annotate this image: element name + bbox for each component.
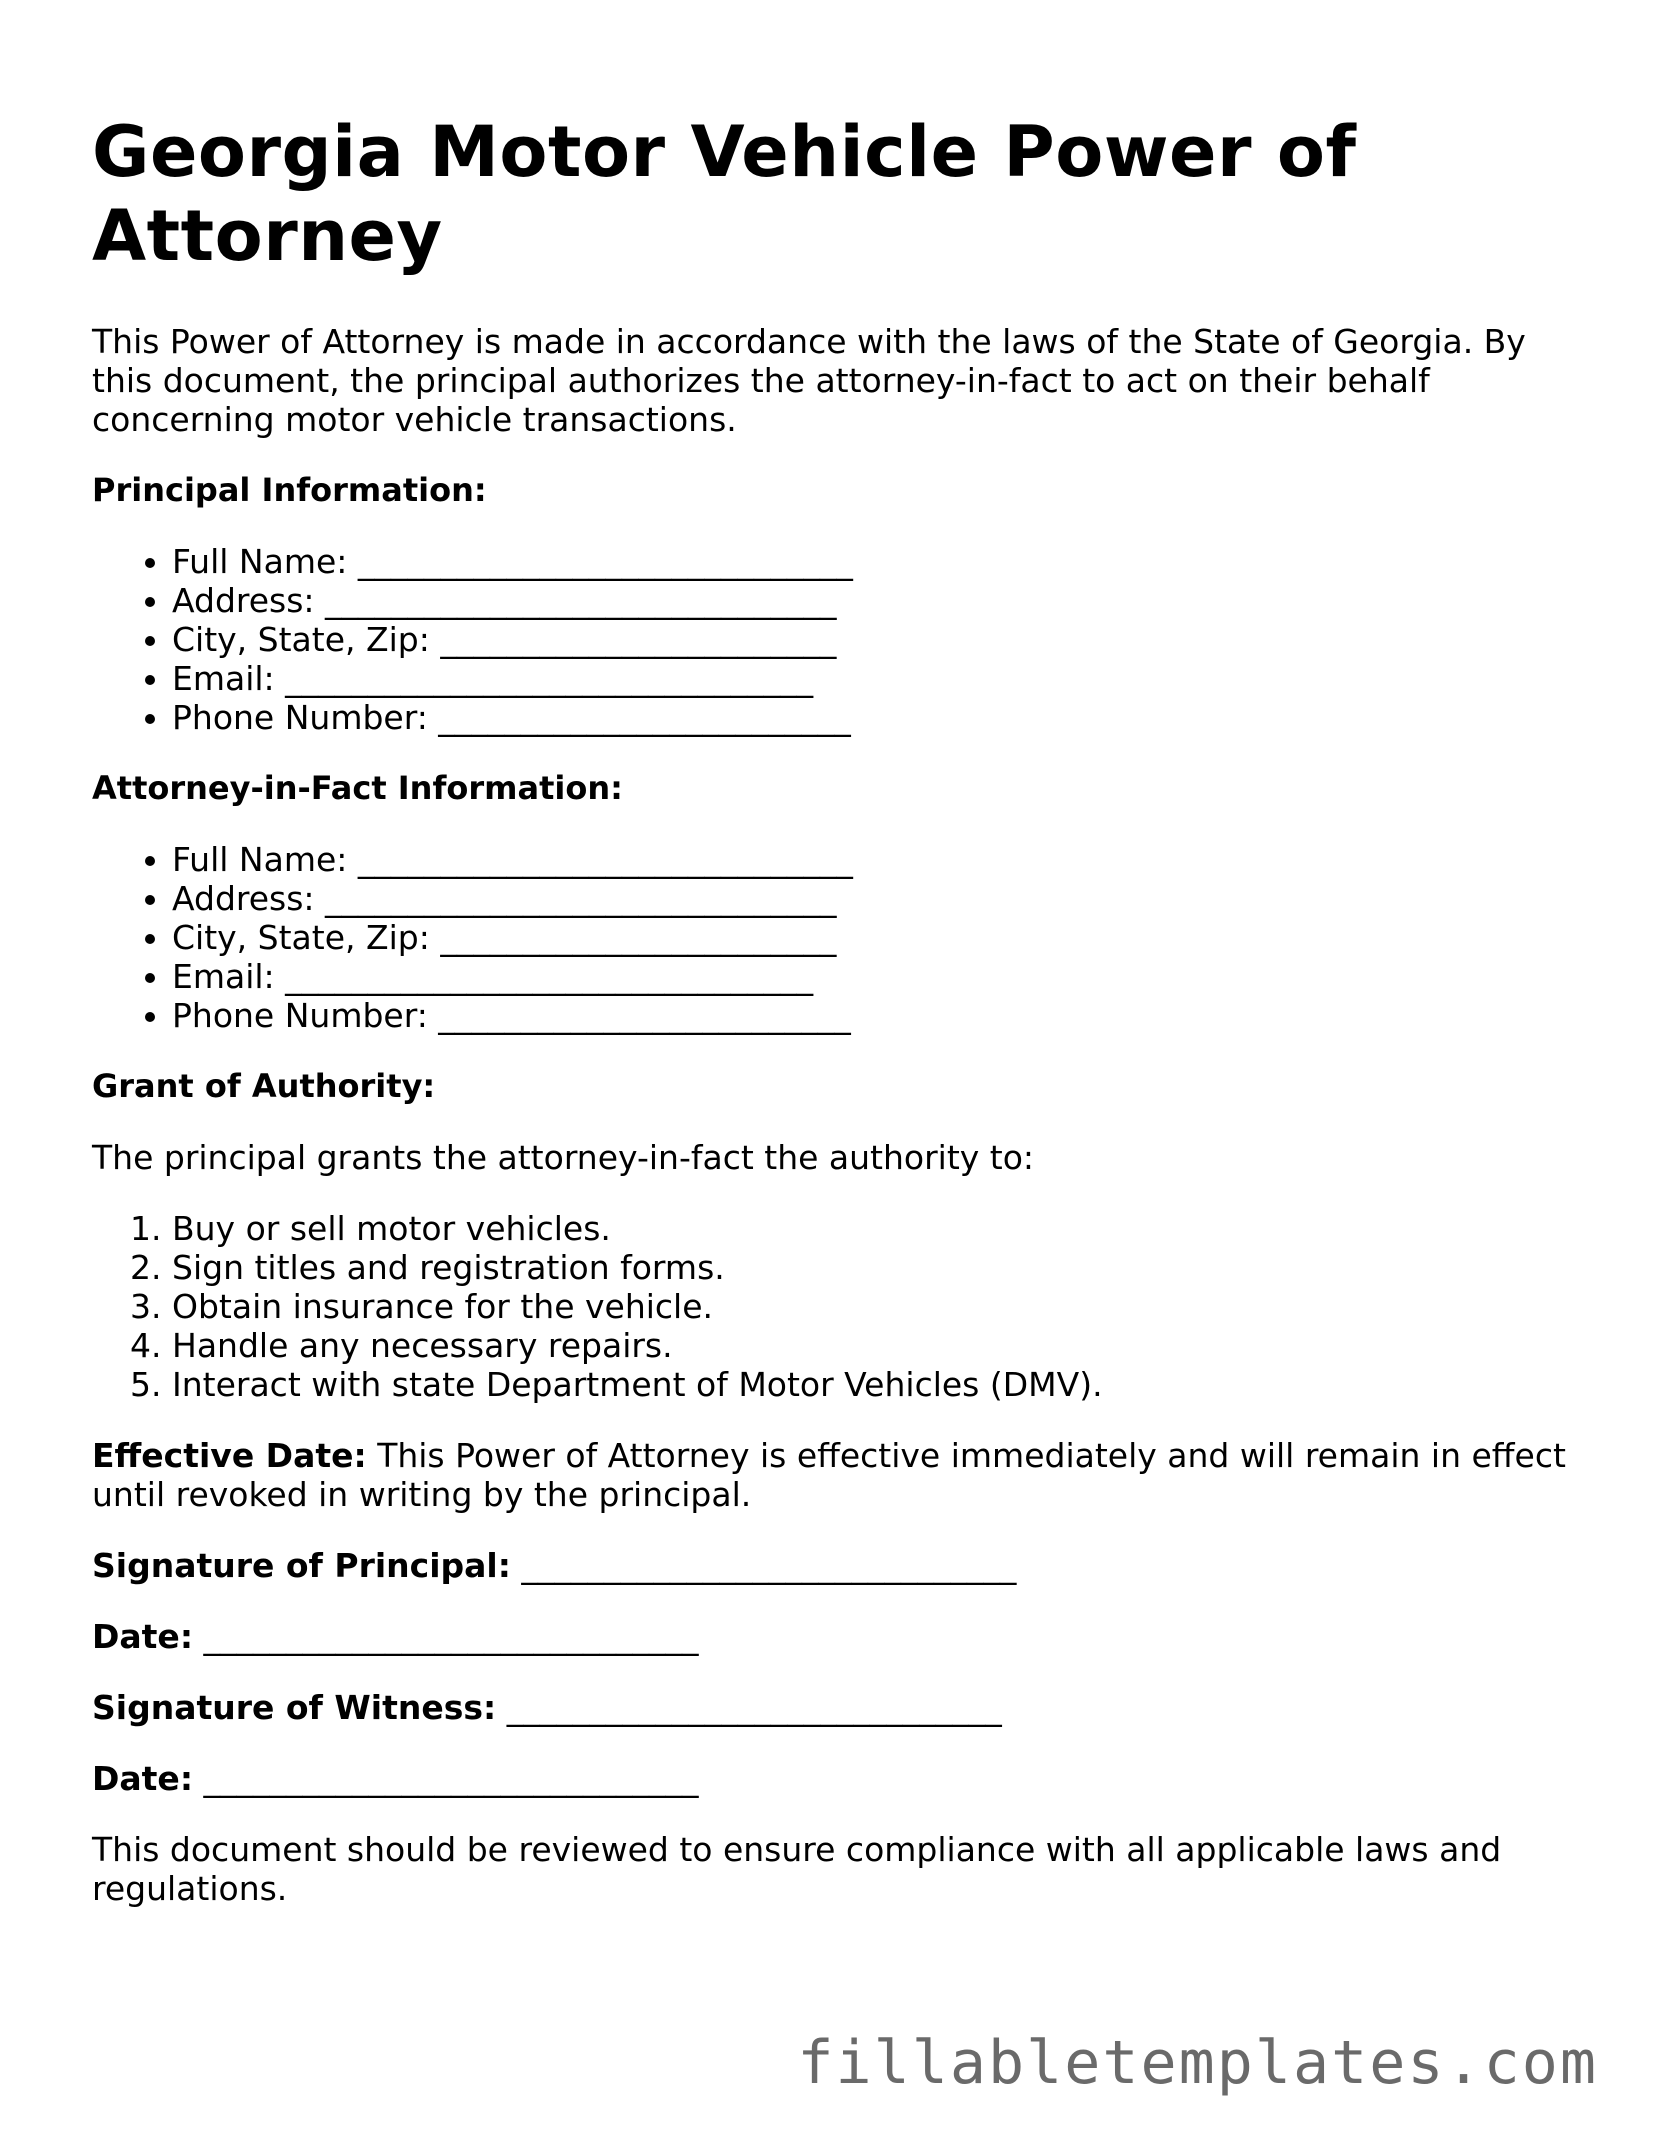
attorney-email-field[interactable]: • Email: ________________________________	[172, 957, 1572, 996]
grant-authority-list	[92, 1209, 1572, 1404]
principal-phone-field[interactable]: • Phone Number: _________________________	[172, 698, 1572, 737]
grant-item: 3. Obtain insurance for the vehicle.	[172, 1287, 1572, 1326]
principal-signature-blank[interactable]: ______________________________	[510, 1546, 1017, 1585]
grant-heading: Grant of Authority:	[92, 1067, 436, 1105]
attorney-city-state-zip-field[interactable]: • City, State, Zip: ________________________	[172, 918, 1572, 957]
document-title: Georgia Motor Vehicle Power of Attorney	[92, 111, 1357, 277]
intro-paragraph: This Power of Attorney is made in accordance with the laws of the State of Georgia. By this document, the principal authorizes the attorney-in-fact to act on their behalf concerning motor vehicle transactions.	[92, 322, 1526, 439]
attorney-fields-list	[92, 840, 1572, 1035]
grant-item: 1. Buy or sell motor vehicles.	[172, 1209, 1572, 1248]
effective-date-label: Effective Date:	[92, 1436, 367, 1475]
effective-date-paragraph	[92, 1436, 1572, 1514]
principal-date-line	[92, 1617, 1572, 1656]
principal-address-field[interactable]: • Address: _______________________________	[172, 581, 1572, 620]
attorney-address-field[interactable]: • Address: _______________________________	[172, 879, 1572, 918]
grant-item: 4. Handle any necessary repairs.	[172, 1326, 1572, 1365]
principal-date-blank[interactable]: ______________________________	[193, 1617, 699, 1656]
principal-signature-label: Signature of Principal:	[92, 1546, 511, 1585]
principal-email-field[interactable]: • Email: ________________________________	[172, 659, 1572, 698]
grant-lead: The principal grants the attorney-in-fact the authority to:	[92, 1138, 1035, 1177]
principal-full-name-field[interactable]: • Full Name: ______________________________	[172, 542, 1572, 581]
principal-signature-line	[92, 1546, 1572, 1585]
principal-fields-list	[92, 542, 1572, 737]
principal-heading: Principal Information:	[92, 471, 487, 509]
witness-date-blank[interactable]: ______________________________	[193, 1759, 699, 1798]
watermark: fillabletemplates.com	[797, 2028, 1598, 2098]
closing-note: This document should be reviewed to ensure compliance with all applicable laws and regulations.	[92, 1830, 1502, 1908]
attorney-heading: Attorney-in-Fact Information:	[92, 769, 623, 807]
effective-date-text: This Power of Attorney is effective immediately and will remain in effect until revoked in writing by the principal.	[92, 1436, 1566, 1514]
witness-signature-blank[interactable]: ______________________________	[496, 1688, 1002, 1727]
document-page	[92, 110, 1572, 1908]
attorney-phone-field[interactable]: • Phone Number: _________________________	[172, 996, 1572, 1035]
attorney-full-name-field[interactable]: • Full Name: ______________________________	[172, 840, 1572, 879]
witness-signature-line	[92, 1688, 1572, 1727]
witness-date-label: Date:	[92, 1759, 194, 1798]
principal-date-label: Date:	[92, 1617, 194, 1656]
grant-item: 5. Interact with state Department of Motor Vehicles (DMV).	[172, 1365, 1572, 1404]
principal-city-state-zip-field[interactable]: • City, State, Zip: ________________________	[172, 620, 1572, 659]
witness-signature-label: Signature of Witness:	[92, 1688, 497, 1727]
grant-item: 2. Sign titles and registration forms.	[172, 1248, 1572, 1287]
witness-date-line	[92, 1759, 1572, 1798]
